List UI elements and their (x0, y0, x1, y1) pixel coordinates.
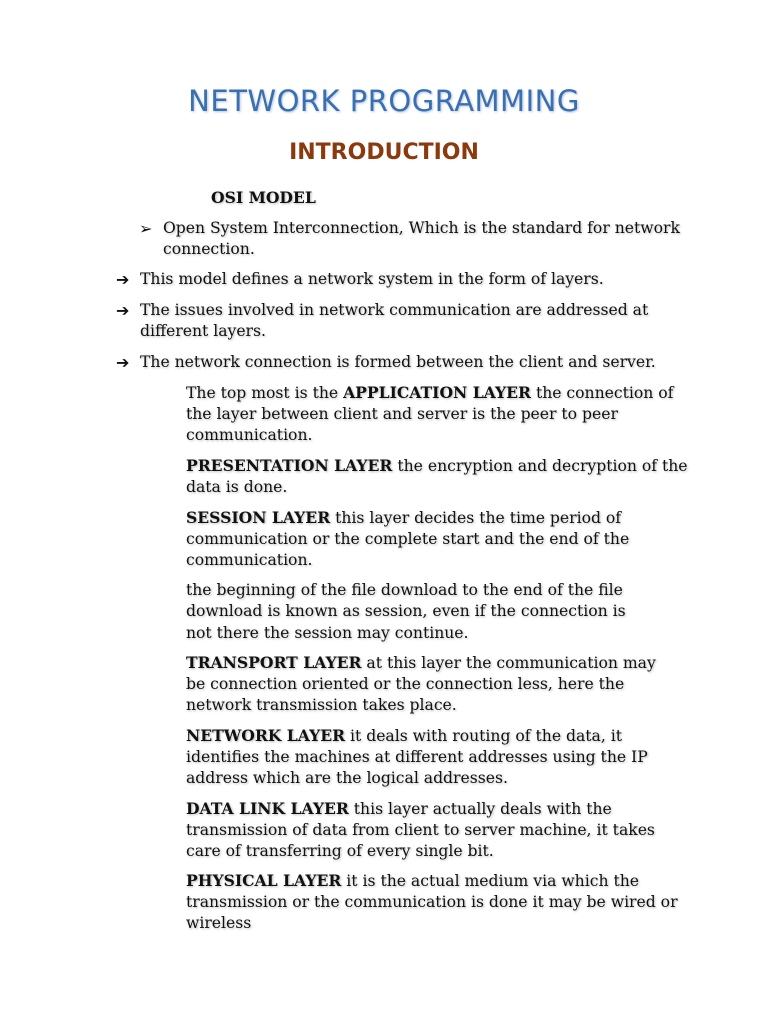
layer-paragraph-transport: TRANSPORT LAYER at this layer the communication may be connection oriented or the connection less, here the network transmission takes place. (186, 653, 656, 714)
page-subtitle: INTRODUCTION (289, 140, 479, 165)
bullet-item: The issues involved in network communication are addressed at different layers. (140, 301, 649, 340)
session-note-paragraph: the beginning of the file download to the end of the file download is known as session, even if the connection is not there the session may continue. (186, 581, 626, 642)
layer-paragraph-presentation: PRESENTATION LAYER the encryption and decryption of the data is done. (186, 456, 688, 496)
bullet-item: Open System Interconnection, Which is the standard for network connection. (163, 219, 680, 258)
layer-paragraph-network: NETWORK LAYER it deals with routing of the data, it identifies the machines at different addresses using the IP address which are the logical addresses. (186, 726, 648, 787)
bullet-item: The network connection is formed between the client and server. (140, 353, 656, 371)
arrow-bullet-icon: ➔ (116, 301, 130, 320)
section-heading: OSI MODEL (211, 188, 316, 207)
arrow-bullet-icon: ➔ (116, 270, 130, 289)
page-title: NETWORK PROGRAMMING (188, 84, 580, 118)
layer-paragraph-data-link: DATA LINK LAYER this layer actually deals with the transmission of data from client to server machine, it takes care of transferring of every single bit. (186, 799, 655, 860)
arrowhead-bullet-icon: ➢ (139, 219, 153, 238)
layer-paragraph-application: The top most is the APPLICATION LAYER the connection of the layer between client and server is the peer to peer communication. (186, 383, 674, 444)
layer-paragraph-session: SESSION LAYER this layer decides the time period of communication or the complete start and the end of the communication. (186, 508, 630, 569)
arrow-bullet-icon: ➔ (116, 353, 130, 372)
bullet-item: This model defines a network system in the form of layers. (140, 270, 604, 288)
layer-paragraph-physical: PHYSICAL LAYER it is the actual medium via which the transmission or the communication is done it may be wired or wireless (186, 871, 678, 932)
